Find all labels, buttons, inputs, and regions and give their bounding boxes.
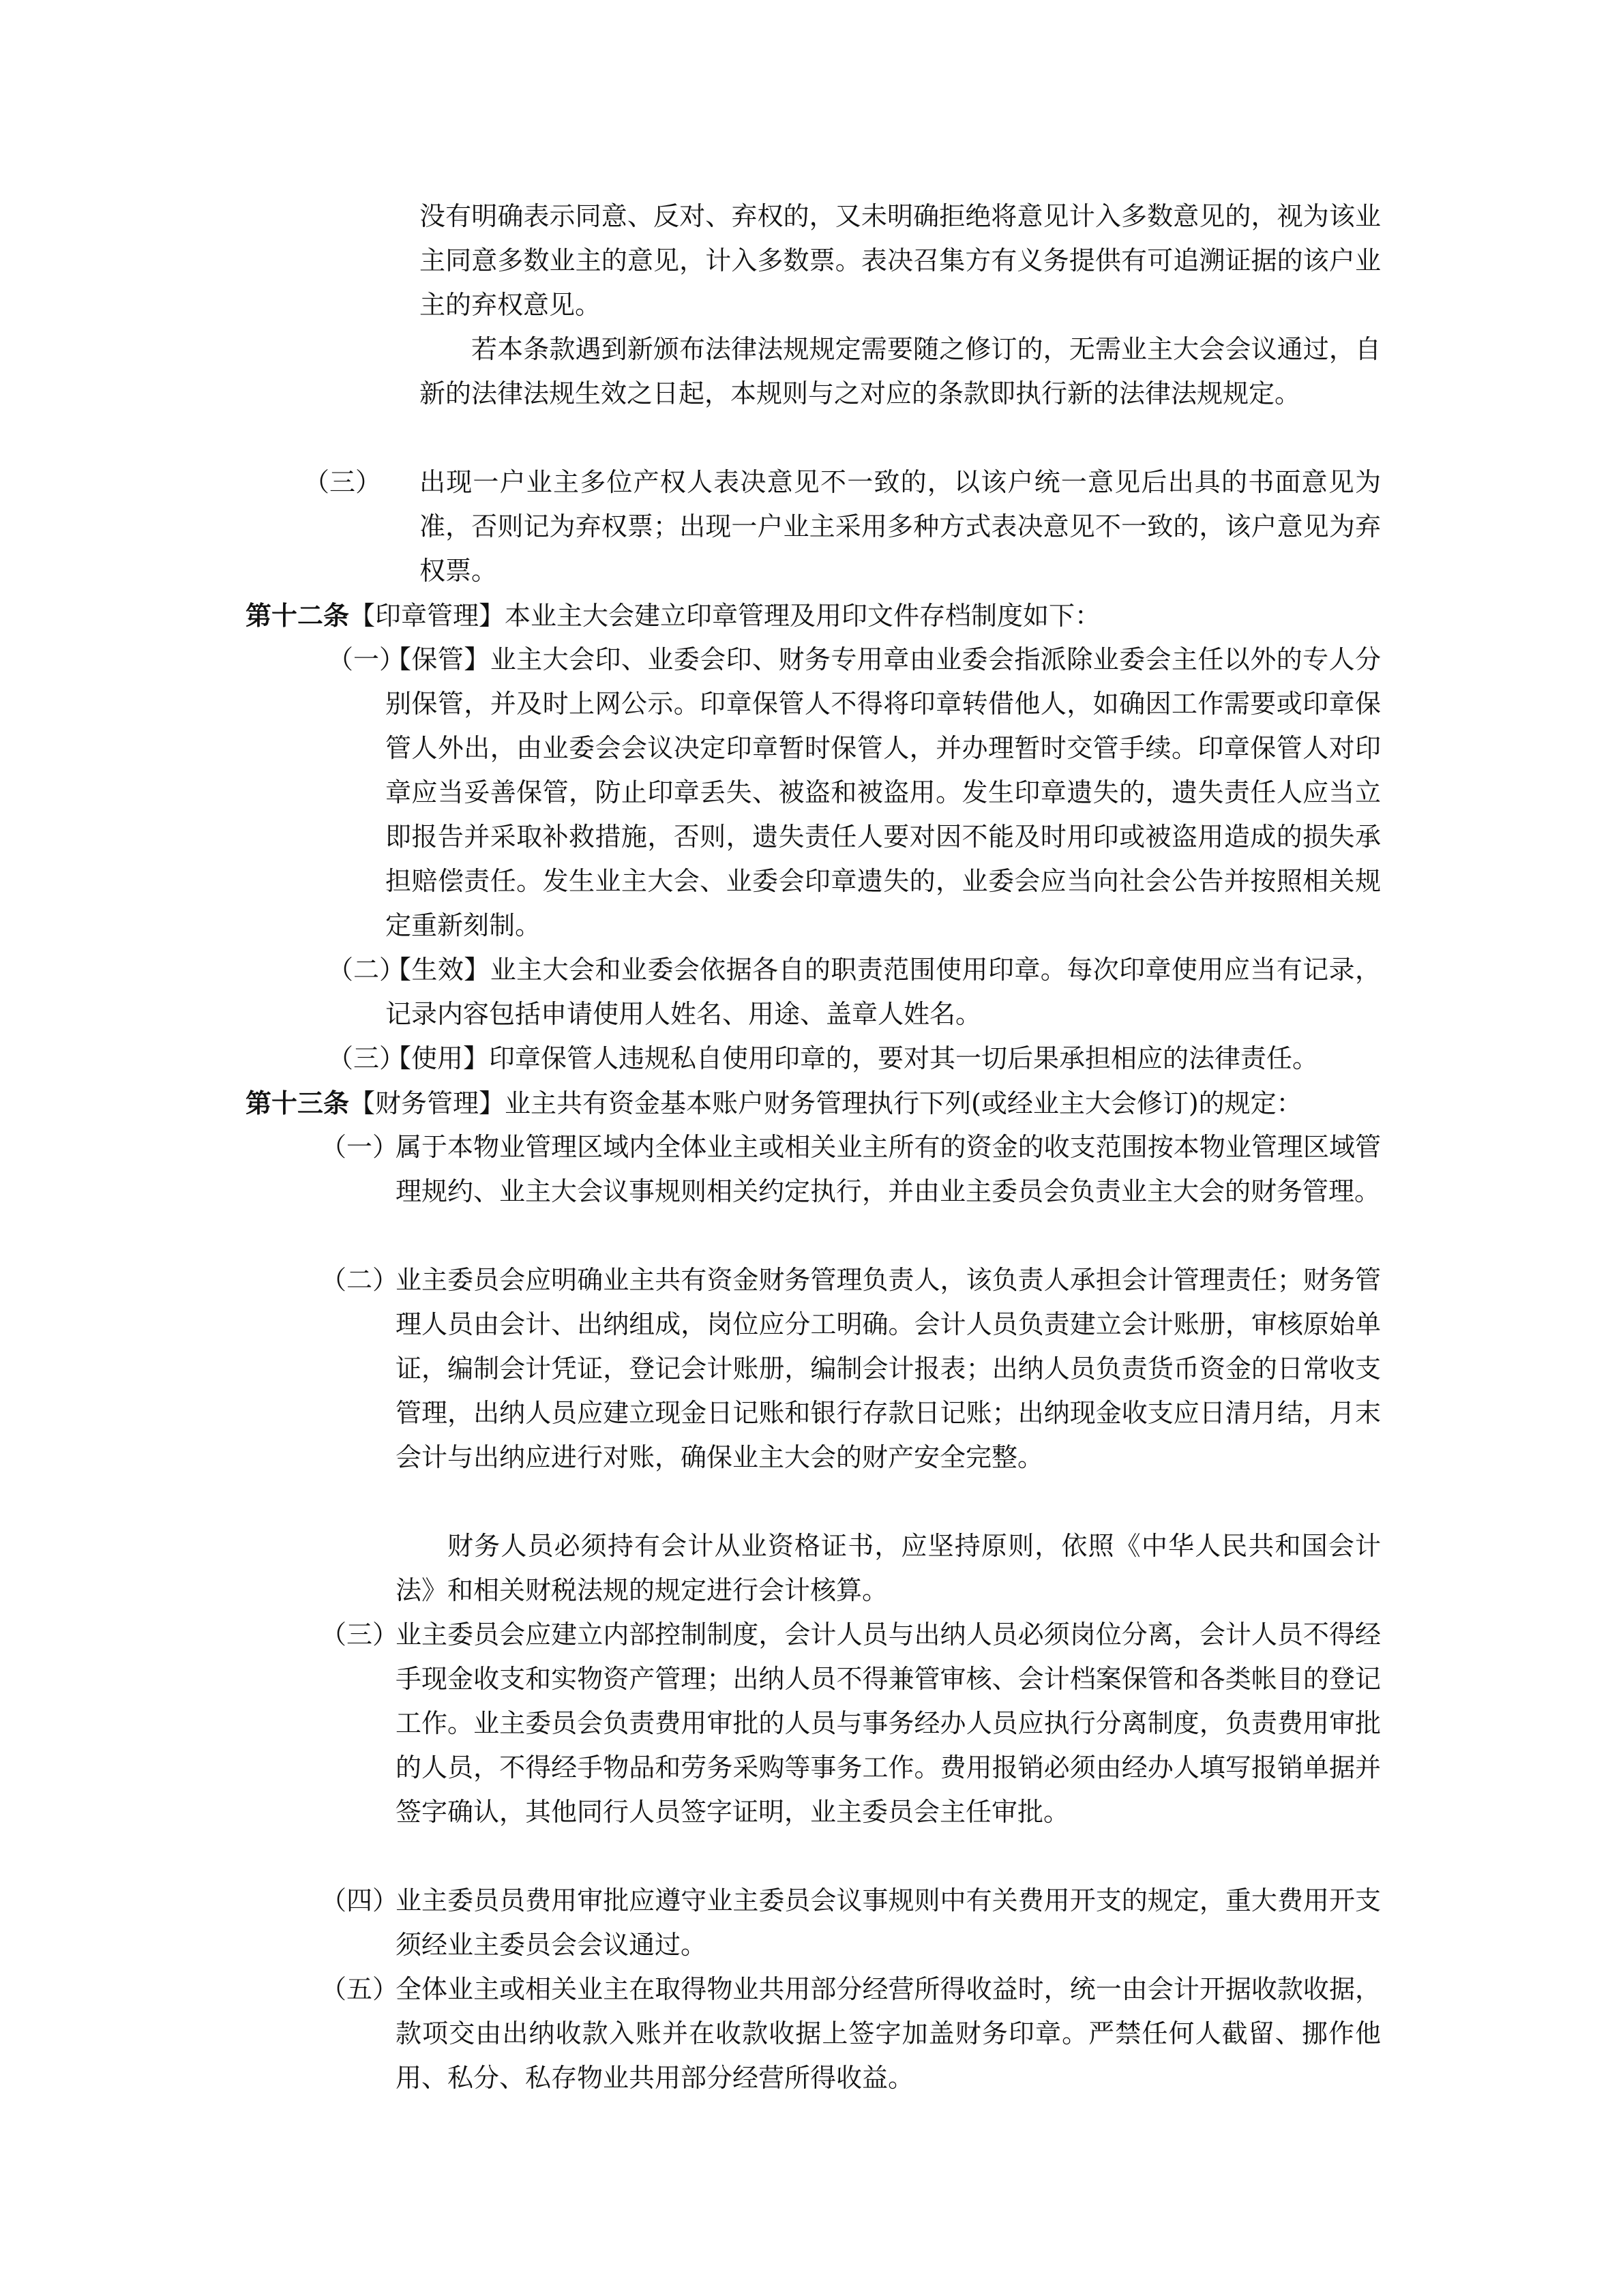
item-3-marker: （三） <box>303 467 382 497</box>
article-13-title: 第十三条 <box>245 1088 350 1118</box>
article-13-item-2-text: 业主委员会应明确业主共有资金财务管理负责人，该负责人承担会计管理责任；财务管理人员由会计、出纳组成，岗位应分工明确。会计人员负责建立会计账册，审核原始单证，编制会计凭证，登记会计账册，编制会计报表；出纳人员负责货币资金的日常收支管理，出纳人员应建立现金日记账和银行存款日记账；出纳现金收支应日清月结，月末会计与出纳应进行对账，确保业主大会的财产安全完整。 <box>396 1265 1381 1472</box>
article-13-item-4-marker: （四） <box>321 1885 399 1915</box>
article-13-heading <box>245 1081 1405 1126</box>
article-13-item-2-extra: 财务人员必须持有会计从业资格证书，应坚持原则，依照《中华人民共和国会计法》和相关财税法规的规定进行会计核算。 <box>396 1531 1381 1605</box>
article-12-title: 第十二条 <box>245 600 350 631</box>
article-12-item-3-text: 【使用】印章保管人违规私自使用印章的，要对其一切后果承担相应的法律责任。 <box>385 1043 1319 1073</box>
article-13-item-4-text: 业主委员员费用审批应遵守业主委员会议事规则中有关费用开支的规定，重大费用开支须经业主委员会会议通过。 <box>396 1885 1381 1960</box>
article-12-item-3-marker: （三） <box>327 1043 406 1073</box>
article-13-item-3-marker: （三） <box>321 1620 399 1650</box>
article-12-item-2-text: 【生效】业主大会和业委会依据各自的职责范围使用印章。每次印章使用应当有记录，记录内容包括申请使用人姓名、用途、盖章人姓名。 <box>385 955 1381 1029</box>
article-13-item-2-marker: （二） <box>321 1265 399 1295</box>
article-12-item-2-marker: （二） <box>327 955 406 985</box>
paragraph-continuation-1: 没有明确表示同意、反对、弃权的，又未明确拒绝将意见计入多数意见的，视为该业主同意多数业主的意见，计入多数票。表决召集方有义务提供有可追溯证据的该户业主的弃权意见。 <box>419 201 1381 320</box>
article-13-item-5-marker: （五） <box>321 1974 399 2004</box>
article-13-item-5-text: 全体业主或相关业主在取得物业共用部分经营所得收益时，统一由会计开据收款收据，款项交由出纳收款入账并在收款收据上签字加盖财务印章。严禁任何人截留、挪作他用、私分、私存物业共用部分经营所得收益。 <box>396 1974 1381 2093</box>
item-3-text: 出现一户业主多位产权人表决意见不一致的，以该户统一意见后出具的书面意见为准，否则记为弃权票；出现一户业主采用多种方式表决意见不一致的，该户意见为弃权票。 <box>419 467 1381 586</box>
article-12-item-1-marker: （一） <box>327 644 406 674</box>
article-13-item-1-marker: （一） <box>321 1132 399 1162</box>
article-12-intro: 【印章管理】本业主大会建立印章管理及用印文件存档制度如下： <box>349 601 1101 631</box>
paragraph-continuation-2: 若本条款遇到新颁布法律法规规定需要随之修订的，无需业主大会会议通过，自新的法律法规生效之日起，本规则与之对应的条款即执行新的法律法规规定。 <box>419 334 1381 408</box>
article-13-intro: 【财务管理】业主共有资金基本账户财务管理执行下列(或经业主大会修订)的规定： <box>349 1088 1302 1118</box>
article-12-item-1-text: 【保管】业主大会印、业委会印、财务专用章由业委会指派除业委会主任以外的专人分别保管，并及时上网公示。印章保管人不得将印章转借他人，如确因工作需要或印章保管人外出，由业委会会议决定印章暂时保管人，并办理暂时交管手续。印章保管人对印章应当妥善保管，防止印章丢失、被盗和被盗用。发生印章遗失的，遗失责任人应当立即报告并采取补救措施，否则，遗失责任人要对因不能及时用印或被盗用造成的损失承担赔偿责任。发生业主大会、业委会印章遗失的，业委会应当向社会公告并按照相关规定重新刻制。 <box>385 644 1381 940</box>
article-13-item-3-text: 业主委员会应建立内部控制制度，会计人员与出纳人员必须岗位分离，会计人员不得经手现金收支和实物资产管理；出纳人员不得兼管审核、会计档案保管和各类帐目的登记工作。业主委员会负责费用审批的人员与事务经办人员应执行分离制度，负责费用审批的人员，不得经手物品和劳务采购等事务工作。费用报销必须由经办人填写报销单据并签字确认，其他同行人员签字证明，业主委员会主任审批。 <box>396 1620 1381 1827</box>
article-12-heading <box>245 593 1405 638</box>
article-13-item-1-text: 属于本物业管理区域内全体业主或相关业主所有的资金的收支范围按本物业管理区域管理规约、业主大会议事规则相关约定执行，并由业主委员会负责业主大会的财务管理。 <box>396 1132 1381 1206</box>
